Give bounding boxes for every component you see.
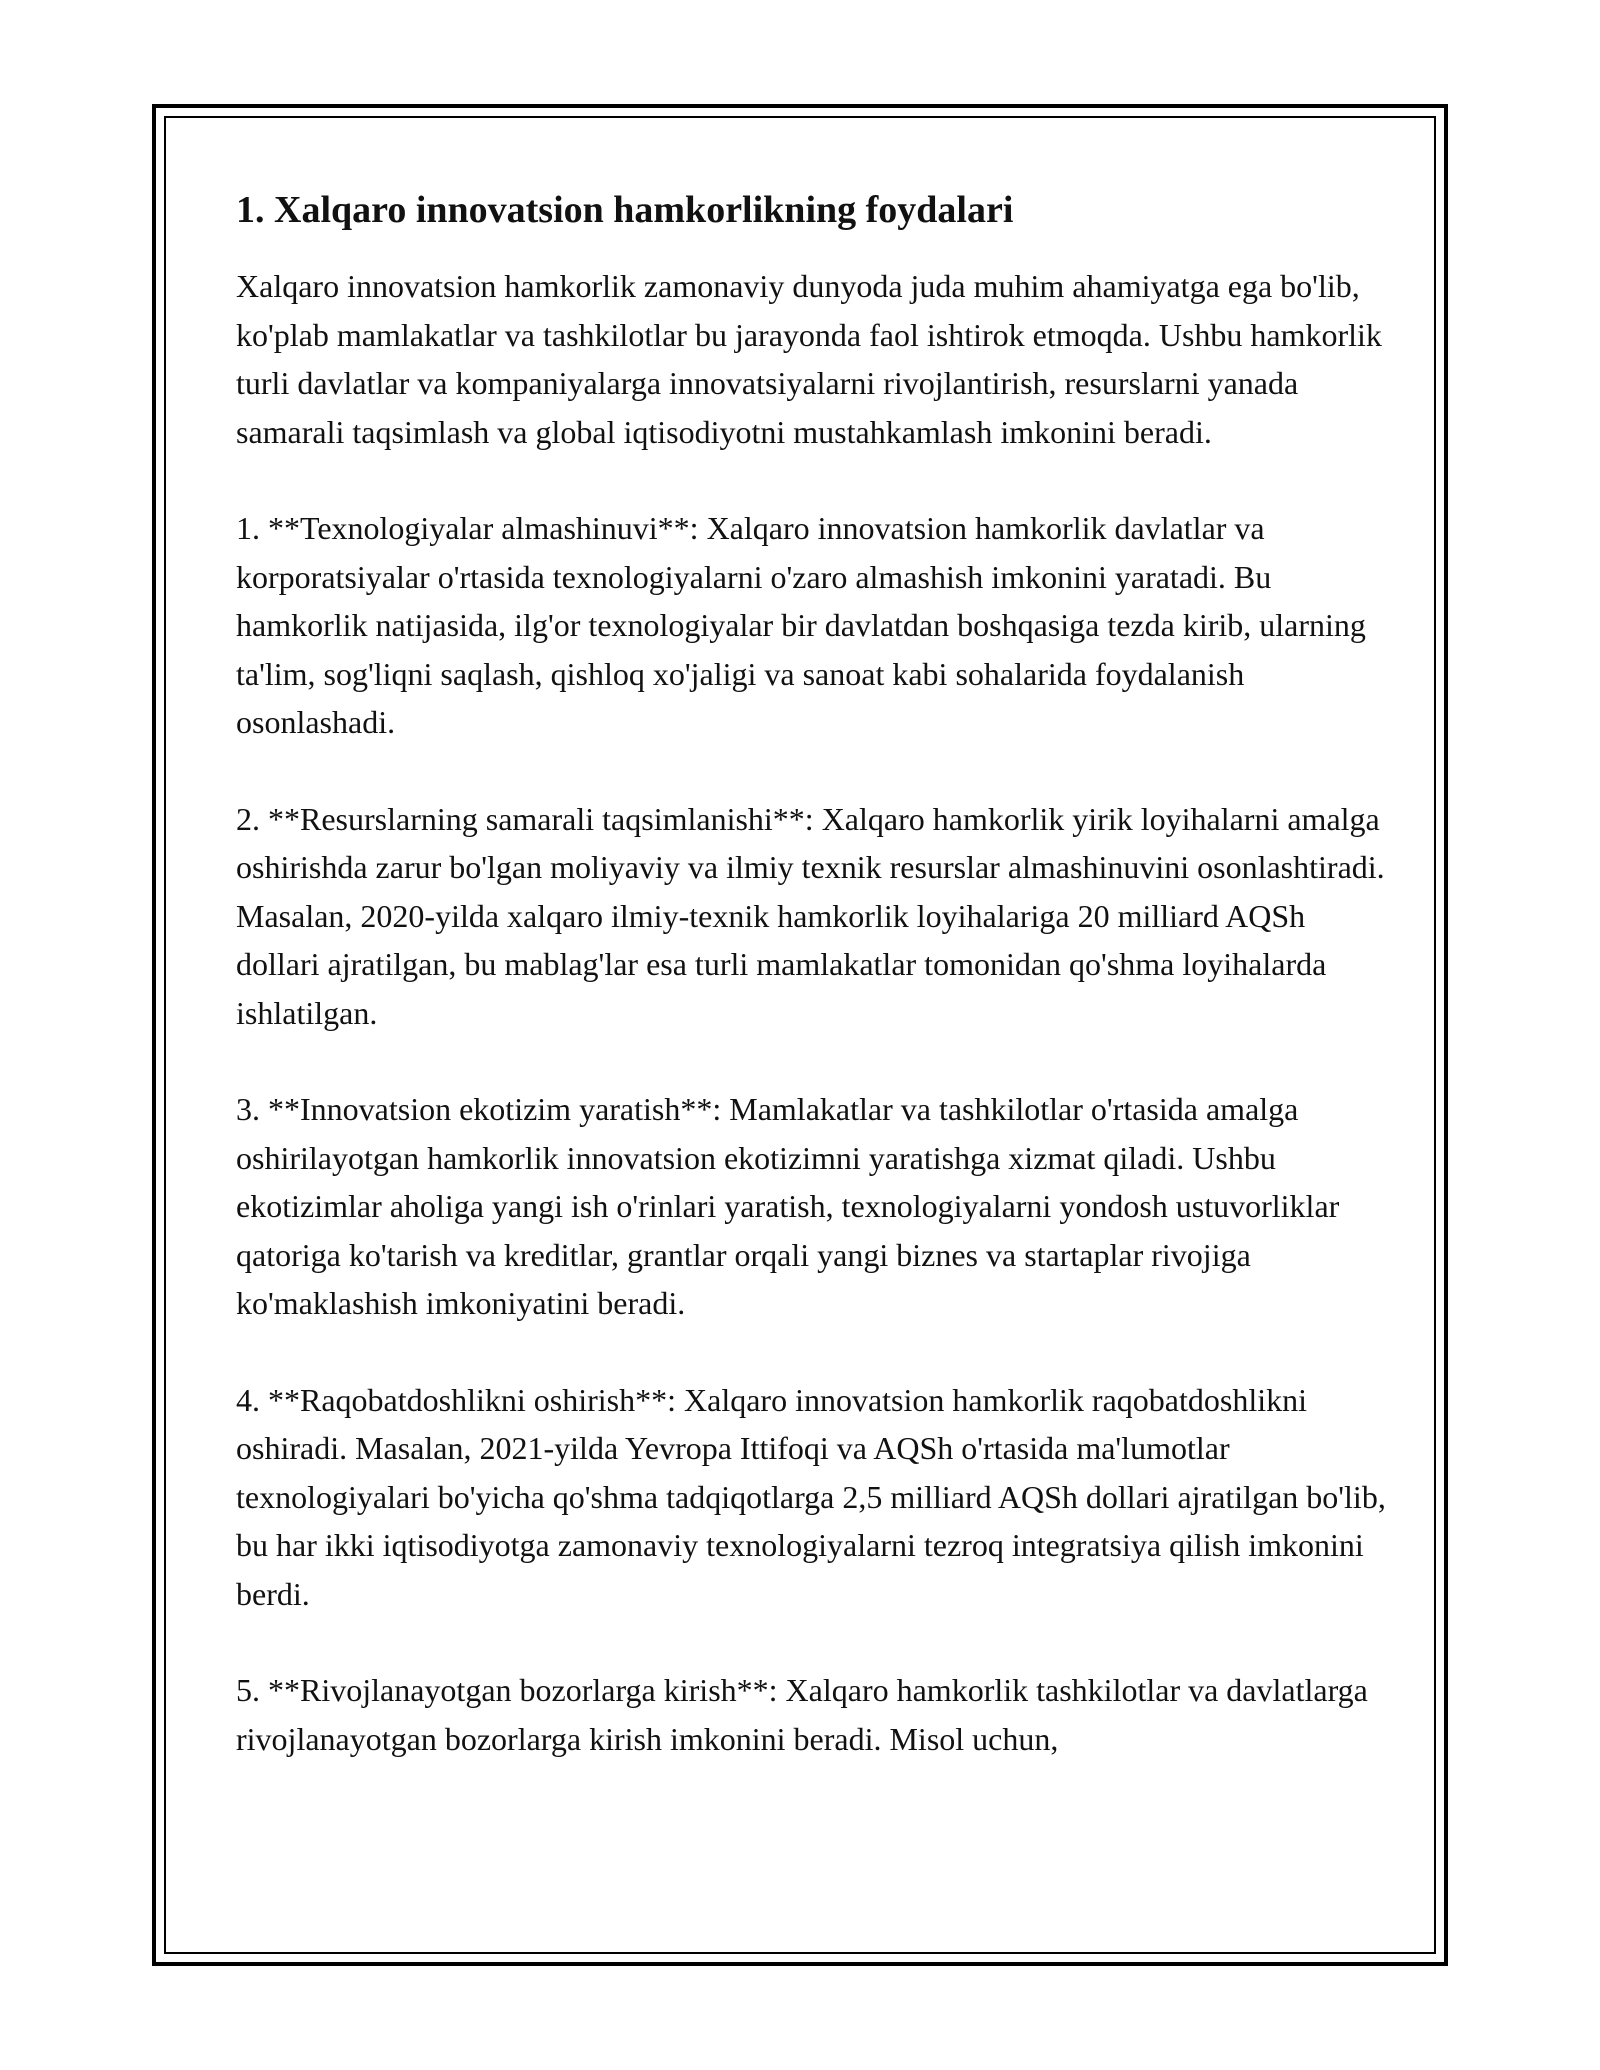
paragraph-innovation-ecosystem: 3. **Innovatsion ekotizim yaratish**: Mamlakatlar va tashkilotlar o'rtasida amalga oshirilayotgan hamkorlik innovatsion ekotizimni yaratishga xizmat qiladi. Ushbu ekotizimlar aholiga yangi ish o'rinlari yaratish, texnologiyalarni yondosh ustuvorliklar qatoriga ko'tarish va kreditlar, grantlar orqali yangi biznes va startaplar rivojiga ko'maklashish imkoniyatini beradi.: [236, 1091, 1340, 1321]
document-body: [236, 186, 1386, 1811]
paragraph-competitiveness: 4. **Raqobatdoshlikni oshirish**: Xalqaro innovatsion hamkorlik raqobatdoshlikni oshiradi. Masalan, 2021-yilda Yevropa Ittifoqi va AQSh o'rtasida ma'lumotlar texnologiyalari bo'yicha qo'shma tadqiqotlarga 2,5 milliard AQSh dollari ajratilgan bo'lib, bu har ikki iqtisodiyotga zamonaviy texnologiyalarni tezroq integratsiya qilish imkonini berdi.: [236, 1381, 1386, 1612]
intro-paragraph: Xalqaro innovatsion hamkorlik zamonaviy dunyoda juda muhim ahamiyatga ega bo'lib, ko'plab mamlakatlar va tashkilotlar bu jarayonda faol ishtirok etmoqda. Ushbu hamkorlik turli davlatlar va kompaniyalarga innovatsiyalarni rivojlantirish, resurslarni yanada samarali taqsimlash va global iqtisodiyotni mustahkamlash imkonini beradi.: [236, 268, 1382, 450]
paragraph-emerging-markets: 5. **Rivojlanayotgan bozorlarga kirish**: Xalqaro hamkorlik tashkilotlar va davlatlarga rivojlanayotgan bozorlarga kirish imkonini beradi. Misol uchun,: [236, 1672, 1368, 1757]
section-heading: 1. Xalqaro innovatsion hamkorlikning foydalari: [236, 189, 1014, 231]
paragraph-technology-exchange: 1. **Texnologiyalar almashinuvi**: Xalqaro innovatsion hamkorlik davlatlar va korporatsiyalar o'rtasida texnologiyalarni o'zaro almashish imkonini yaratadi. Bu hamkorlik natijasida, ilg'or texnologiyalar bir davlatdan boshqasiga tezda kirib, ularning ta'lim, sog'liqni saqlash, qishloq xo'jaligi va sanoat kabi sohalarida foydalanish osonlashadi.: [236, 510, 1366, 740]
paragraph-resource-allocation: 2. **Resurslarning samarali taqsimlanishi**: Xalqaro hamkorlik yirik loyihalarni amalga oshirishda zarur bo'lgan moliyaviy va ilmiy texnik resurslar almashinuvini osonlashtiradi. Masalan, 2020-yilda xalqaro ilmiy-texnik hamkorlik loyihalariga 20 milliard AQSh dollari ajratilgan, bu mablag'lar esa turli mamlakatlar tomonidan qo'shma loyihalarda ishlatilgan.: [236, 800, 1385, 1031]
